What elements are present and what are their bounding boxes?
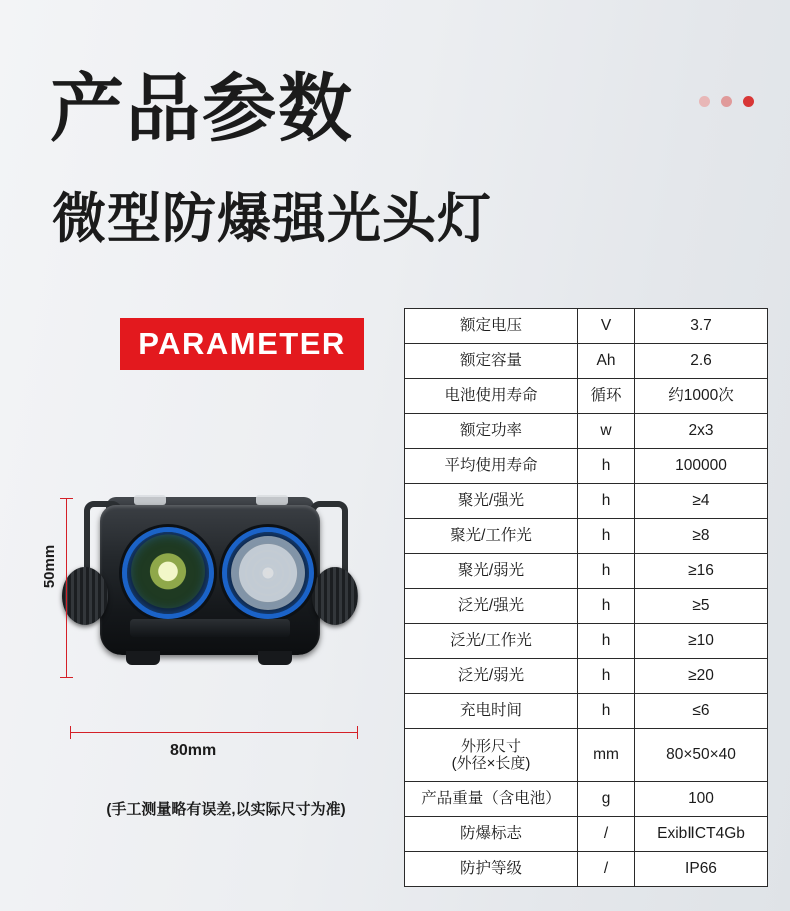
spec-name: 额定电压 xyxy=(405,309,578,344)
spec-name: 聚光/强光 xyxy=(405,484,578,519)
spec-name: 电池使用寿命 xyxy=(405,379,578,414)
table-row xyxy=(405,309,768,344)
parameter-banner xyxy=(120,318,364,370)
spec-name: 泛光/弱光 xyxy=(405,659,578,694)
spec-name-line1: 外形尺寸 xyxy=(460,737,521,755)
spec-name: 聚光/工作光 xyxy=(405,519,578,554)
spec-name: 额定功率 xyxy=(405,414,578,449)
spec-value: ≥5 xyxy=(635,589,768,624)
spec-value: 100 xyxy=(635,782,768,817)
dot-icon-3 xyxy=(743,96,754,107)
spec-name: 平均使用寿命 xyxy=(405,449,578,484)
lamp-knob-left xyxy=(62,567,108,625)
page-subtitle: 微型防爆强光头灯 xyxy=(52,189,492,249)
table-row xyxy=(405,589,768,624)
spec-name: 泛光/工作光 xyxy=(405,624,578,659)
spec-value: 80×50×40 xyxy=(635,729,768,782)
lamp-foot-left xyxy=(126,651,160,665)
spec-value: 约1000次 xyxy=(635,379,768,414)
table-row xyxy=(405,624,768,659)
spec-name: 额定容量 xyxy=(405,344,578,379)
spec-unit: Ah xyxy=(578,344,635,379)
product-photo-area xyxy=(40,470,370,830)
lamp-knob-right xyxy=(312,567,358,625)
table-row xyxy=(405,817,768,852)
spec-value: 100000 xyxy=(635,449,768,484)
specification-table-body xyxy=(405,309,768,887)
table-row xyxy=(405,659,768,694)
spec-unit: h xyxy=(578,449,635,484)
spec-value: ≥4 xyxy=(635,484,768,519)
spec-unit: h xyxy=(578,589,635,624)
spec-value: ≥8 xyxy=(635,519,768,554)
spec-value: ≥10 xyxy=(635,624,768,659)
spec-value: ≥16 xyxy=(635,554,768,589)
dimension-label-width: 80mm xyxy=(170,742,217,759)
spec-value: ExibⅡCT4Gb xyxy=(635,817,768,852)
spec-unit: h xyxy=(578,484,635,519)
lamp-lens-flood xyxy=(222,527,314,619)
spec-name xyxy=(405,729,578,782)
spec-unit: / xyxy=(578,817,635,852)
specification-table xyxy=(404,308,768,887)
table-row xyxy=(405,484,768,519)
spec-name-line2: (外径×长度) xyxy=(451,755,531,772)
lamp-foot-right xyxy=(258,651,292,665)
page-title: 产品参数 xyxy=(50,67,354,150)
parameter-banner-label: PARAMETER xyxy=(138,326,346,361)
spec-name: 防护等级 xyxy=(405,852,578,887)
table-row xyxy=(405,694,768,729)
spec-unit: / xyxy=(578,852,635,887)
measurement-note: (手工测量略有误差,以实际尺寸为准) xyxy=(106,801,346,818)
lamp-front-strip xyxy=(130,619,290,637)
spec-unit: h xyxy=(578,554,635,589)
spec-unit: V xyxy=(578,309,635,344)
table-row xyxy=(405,782,768,817)
spec-unit: w xyxy=(578,414,635,449)
table-row xyxy=(405,852,768,887)
dimension-line-horizontal xyxy=(70,732,358,733)
dot-icon-2 xyxy=(721,96,732,107)
headlamp-photo xyxy=(60,475,360,690)
table-row xyxy=(405,414,768,449)
spec-name: 充电时间 xyxy=(405,694,578,729)
spec-value: 3.7 xyxy=(635,309,768,344)
decorative-dots xyxy=(699,96,754,107)
spec-unit: h xyxy=(578,659,635,694)
table-row xyxy=(405,379,768,414)
spec-unit: mm xyxy=(578,729,635,782)
spec-value: 2x3 xyxy=(635,414,768,449)
spec-value: ≤6 xyxy=(635,694,768,729)
table-row xyxy=(405,554,768,589)
table-row xyxy=(405,729,768,782)
spec-name: 泛光/强光 xyxy=(405,589,578,624)
spec-value: 2.6 xyxy=(635,344,768,379)
spec-unit: 循环 xyxy=(578,379,635,414)
spec-unit: h xyxy=(578,519,635,554)
spec-unit: g xyxy=(578,782,635,817)
spec-value: ≥20 xyxy=(635,659,768,694)
lamp-lens-flood-grid xyxy=(231,536,305,610)
table-row xyxy=(405,449,768,484)
spec-name: 产品重量（含电池） xyxy=(405,782,578,817)
lamp-notch-right xyxy=(256,495,288,505)
spec-name: 聚光/弱光 xyxy=(405,554,578,589)
lamp-lens-spot xyxy=(122,527,214,619)
dot-icon-1 xyxy=(699,96,710,107)
lamp-notch-left xyxy=(134,495,166,505)
spec-value: IP66 xyxy=(635,852,768,887)
spec-unit: h xyxy=(578,694,635,729)
spec-unit: h xyxy=(578,624,635,659)
table-row xyxy=(405,519,768,554)
spec-name: 防爆标志 xyxy=(405,817,578,852)
dimension-label-height: 50mm xyxy=(41,544,59,589)
table-row xyxy=(405,344,768,379)
dimension-line-vertical xyxy=(66,498,67,678)
